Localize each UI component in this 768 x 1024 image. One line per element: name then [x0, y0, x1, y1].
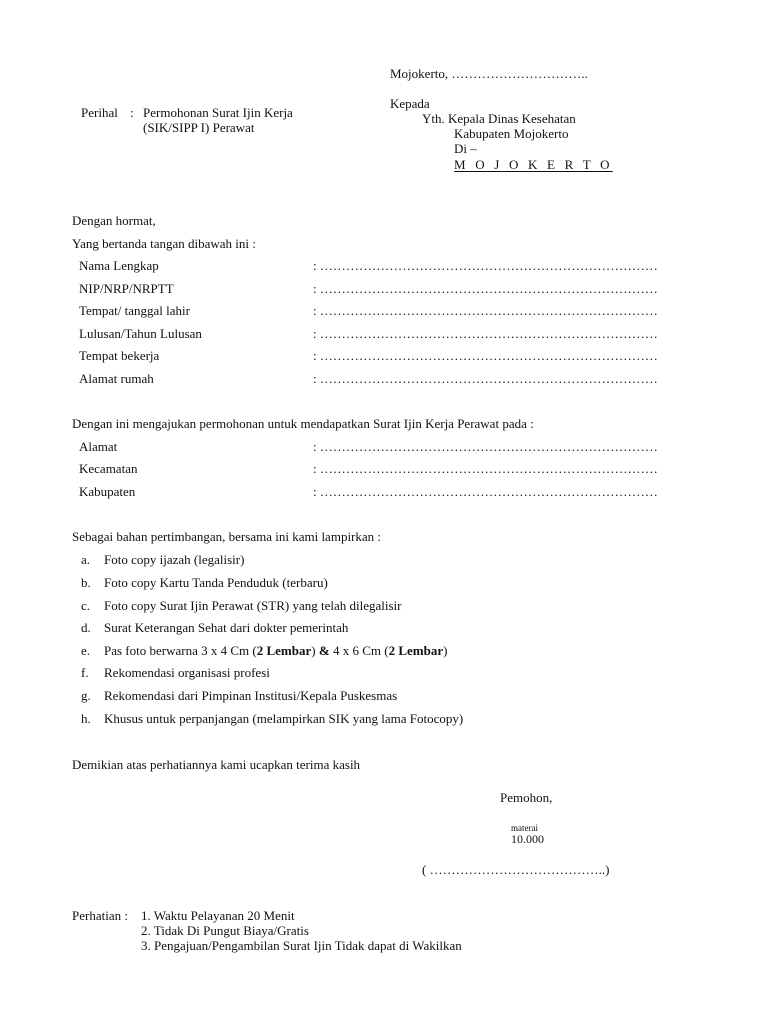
field-blank-alamat-rumah[interactable]: : ……………………………………………………………………	[313, 371, 658, 386]
field-blank-kabupaten[interactable]: : ……………………………………………………………………	[313, 484, 658, 499]
attachment-letter: d.	[81, 620, 91, 635]
note-item: 2. Tidak Di Pungut Biaya/Gratis	[141, 923, 309, 938]
note-item: 3. Pengajuan/Pengambilan Surat Ijin Tidak dapat di Wakilkan	[141, 938, 462, 953]
request-intro: Dengan ini mengajukan permohonan untuk mendapatkan Surat Ijin Kerja Perawat pada :	[72, 416, 534, 431]
signature-line[interactable]: ( …………………………………..)	[422, 862, 610, 877]
field-label-ttl: Tempat/ tanggal lahir	[79, 303, 190, 318]
place-date: Mojokerto, …………………………..	[390, 66, 588, 81]
attachment-text: )	[443, 643, 448, 658]
recipient-line-1: Yth. Kepala Dinas Kesehatan	[422, 111, 576, 126]
attachment-letter: h.	[81, 711, 91, 726]
subject-separator: :	[130, 105, 134, 120]
salutation: Dengan hormat,	[72, 213, 156, 228]
field-blank-lulusan[interactable]: : ……………………………………………………………………	[313, 326, 658, 341]
attachment-item: Surat Keterangan Sehat dari dokter pemerintah	[104, 620, 349, 635]
note-item: 1. Waktu Pelayanan 20 Menit	[141, 908, 295, 923]
field-blank-nip[interactable]: : ……………………………………………………………………	[313, 281, 658, 296]
applicant-intro: Yang bertanda tangan dibawah ini :	[72, 236, 256, 251]
field-label-alamat-rumah: Alamat rumah	[79, 371, 154, 386]
attachment-letter: c.	[81, 598, 91, 613]
field-blank-nama[interactable]: : ……………………………………………………………………	[313, 258, 658, 273]
field-blank-kecamatan[interactable]: : ……………………………………………………………………	[313, 461, 658, 476]
recipient-line-3: Di –	[454, 141, 477, 156]
attachment-text: Pas foto berwarna 3 x 4 Cm (	[104, 643, 257, 658]
attachment-bold: 2 Lembar	[388, 643, 444, 658]
field-label-nama: Nama Lengkap	[79, 258, 159, 273]
attachment-item: Foto copy Kartu Tanda Penduduk (terbaru)	[104, 575, 328, 590]
field-label-lulusan: Lulusan/Tahun Lulusan	[79, 326, 202, 341]
attachment-letter: e.	[81, 643, 91, 658]
closing-text: Demikian atas perhatiannya kami ucapkan terima kasih	[72, 757, 361, 772]
attachment-letter: g.	[81, 688, 91, 703]
stamp-label: materai	[511, 823, 538, 833]
attachment-item: Khusus untuk perpanjangan (melampirkan SIK yang lama Fotocopy)	[104, 711, 464, 726]
attachment-letter: a.	[81, 552, 91, 567]
attachments-intro: Sebagai bahan pertimbangan, bersama ini kami lampirkan :	[72, 529, 382, 544]
attachment-item: Rekomendasi organisasi profesi	[104, 665, 270, 680]
field-blank-tempat-bekerja[interactable]: : ……………………………………………………………………	[313, 348, 658, 363]
attachment-item: Foto copy ijazah (legalisir)	[104, 552, 245, 567]
field-label-kabupaten: Kabupaten	[79, 484, 136, 499]
field-blank-ttl[interactable]: : ……………………………………………………………………	[313, 303, 658, 318]
field-label-kecamatan: Kecamatan	[79, 461, 138, 476]
recipient-line-2: Kabupaten Mojokerto	[454, 126, 569, 141]
attachment-letter: b.	[81, 575, 91, 590]
subject-label: Perihal	[81, 105, 118, 120]
attachment-text: )	[311, 643, 319, 658]
attachment-text: 4 x 6 Cm (	[329, 643, 389, 658]
notes-label: Perhatian :	[72, 908, 128, 923]
field-label-nip: NIP/NRP/NRPTT	[79, 281, 174, 296]
field-label-alamat: Alamat	[79, 439, 118, 454]
attachment-letter: f.	[81, 665, 89, 680]
field-label-tempat-bekerja: Tempat bekerja	[79, 348, 160, 363]
field-blank-alamat[interactable]: : ……………………………………………………………………	[313, 439, 658, 454]
signer-label: Pemohon,	[500, 790, 553, 805]
attachment-item: Foto copy Surat Ijin Perawat (STR) yang telah dilegalisir	[104, 598, 402, 613]
subject-line-1: Permohonan Surat Ijin Kerja	[143, 105, 293, 120]
attachment-item-photo	[104, 643, 447, 658]
attachment-bold: &	[318, 643, 330, 658]
recipient-city: M O J O K E R T O	[454, 157, 613, 172]
stamp-value: 10.000	[511, 832, 544, 846]
attachment-item: Rekomendasi dari Pimpinan Institusi/Kepala Puskesmas	[104, 688, 398, 703]
recipient-intro: Kepada	[390, 96, 430, 111]
attachment-bold: 2 Lembar	[256, 643, 312, 658]
subject-line-2: (SIK/SIPP I) Perawat	[143, 120, 255, 135]
